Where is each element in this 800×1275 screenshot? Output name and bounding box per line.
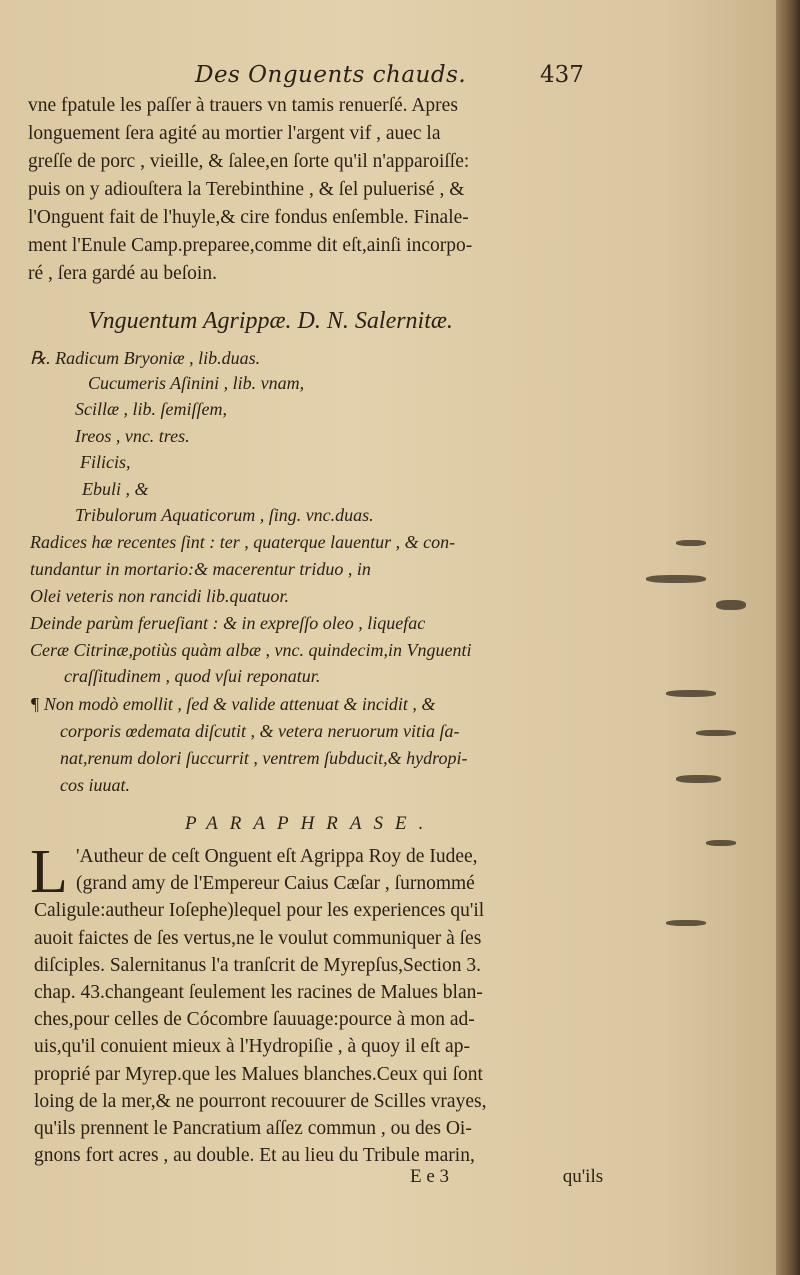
text-line: Caligule:autheur Ioſephe)lequel pour les experiences qu'il [34,900,485,922]
text-line: puis on y adiouſtera la Terebinthine , & ſel puluerisé , & [28,179,465,200]
paraphrase-paragraph [34,843,634,1169]
text-line: vne fpatule les paſſer à trauers vn tamis renuerſé. Apres [28,95,458,116]
text-line: 'Autheur de ceſt Onguent eſt Agrippa Roy de Iudee, [76,846,478,867]
text-line: uis,qu'il conuient mieux à l'Hydropiſie , à quoy il eſt ap- [34,1036,470,1058]
text-line: chap. 43.changeant ſeulement les racines de Malues blan- [34,981,483,1003]
recipe-line: ℞. Radicum Bryoniæ , lib.duas. [30,348,261,368]
recipe-line: Cucumeris Aſinini , lib. vnam, [88,373,305,393]
drop-cap: L [30,838,68,906]
running-title: Des Onguents chauds. [195,62,467,88]
recipe-line: Ceræ Citrinæ,potiùs quàm albæ , vnc. quindecim,in Vnguenti [30,640,472,660]
recipe-line: Deinde parùm ferueſiant : & in expreſſo oleo , liquefac [30,613,426,633]
text-line: gnons fort acres , au double. Et au lieu du Tribule marin, [34,1145,475,1167]
signature-mark: E e 3 [410,1166,450,1187]
page-number: 437 [540,62,584,88]
text-line: l'Onguent fait de l'huyle,& cire fondus enſemble. Finale- [28,207,469,228]
binding-gutter [776,0,800,1275]
text-line: greſſe de porc , vieille, & ſalee,en ſorte qu'il n'apparoiſſe: [28,151,470,172]
text-line: ment l'Enule Camp.preparee,comme dit eſt,ainſi incorpo- [28,235,473,256]
recipe-line: Radices hæ recentes ſint : ter , quaterque lauentur , & con- [30,532,456,552]
text-line: qu'ils prennent le Pancratium aſſez commun , ou des Oi- [34,1117,472,1139]
ink-spot [696,730,736,736]
recipe-line: Ebuli , & [82,479,149,499]
recipe-line: Scillæ , lib. ſemiſſem, [75,399,227,419]
recipe-title: Vnguentum Agrippæ. D. N. Salernitæ. [88,308,453,334]
ink-spot [706,840,736,846]
recipe-line: ¶ Non modò emollit , ſed & valide attenuat & incidit , & [30,694,436,714]
text-line: (grand amy de l'Empereur Caius Cæſar , ſurnommé [76,873,475,895]
recipe-line: Ireos , vnc. tres. [75,426,190,446]
ink-spot [666,920,706,926]
recipe-line: Tribulorum Aquaticorum , ſing. vnc.duas. [75,505,374,525]
intro-paragraph [28,92,628,288]
ink-spot [676,775,721,783]
recipe-line: Olei veteris non rancidi lib.quatuor. [30,586,289,606]
recipe-line: tundantur in mortario:& macerentur triduo , in [30,559,371,579]
recipe-line: corporis œdemata diſcutit , & vetera neruorum vitia ſa- [60,721,460,741]
ink-spot [716,600,746,610]
recipe-line: nat,renum dolori ſuccurrit , ventrem ſubducit,& hydropi- [60,748,468,768]
text-line: ches,pour celles de Cócombre ſauuage:pource à mon ad- [34,1009,475,1031]
text-line: auoit faictes de ſes vertus,ne le voulut communiquer à ſes [34,927,482,949]
text-line: loing de la mer,& ne pourront recouurer de Scilles vrayes, [34,1090,487,1112]
ink-spot [676,540,706,546]
text-line: longuement ſera agité au mortier l'argent vif , auec la [28,123,441,144]
catchword: qu'ils [562,1166,604,1187]
text-line: ré , ſera gardé au beſoin. [28,263,217,284]
ink-bleed-marks [606,520,766,940]
ink-spot [666,690,716,697]
page-footer [410,1166,603,1188]
ink-spot [646,575,706,583]
text-line: diſciples. Salernitanus l'a tranſcrit de Myrepſus,Section 3. [34,954,482,976]
recipe-line: Filicis, [80,452,131,472]
recipe-line: craſſitudinem , quod vſui reponatur. [64,666,321,686]
text-line: proprié par Myrep.que les Malues blanches.Ceux qui ſont [34,1063,483,1085]
paraphrase-heading: PARAPHRASE. [185,813,436,834]
recipe-line: cos iuuat. [60,775,130,795]
